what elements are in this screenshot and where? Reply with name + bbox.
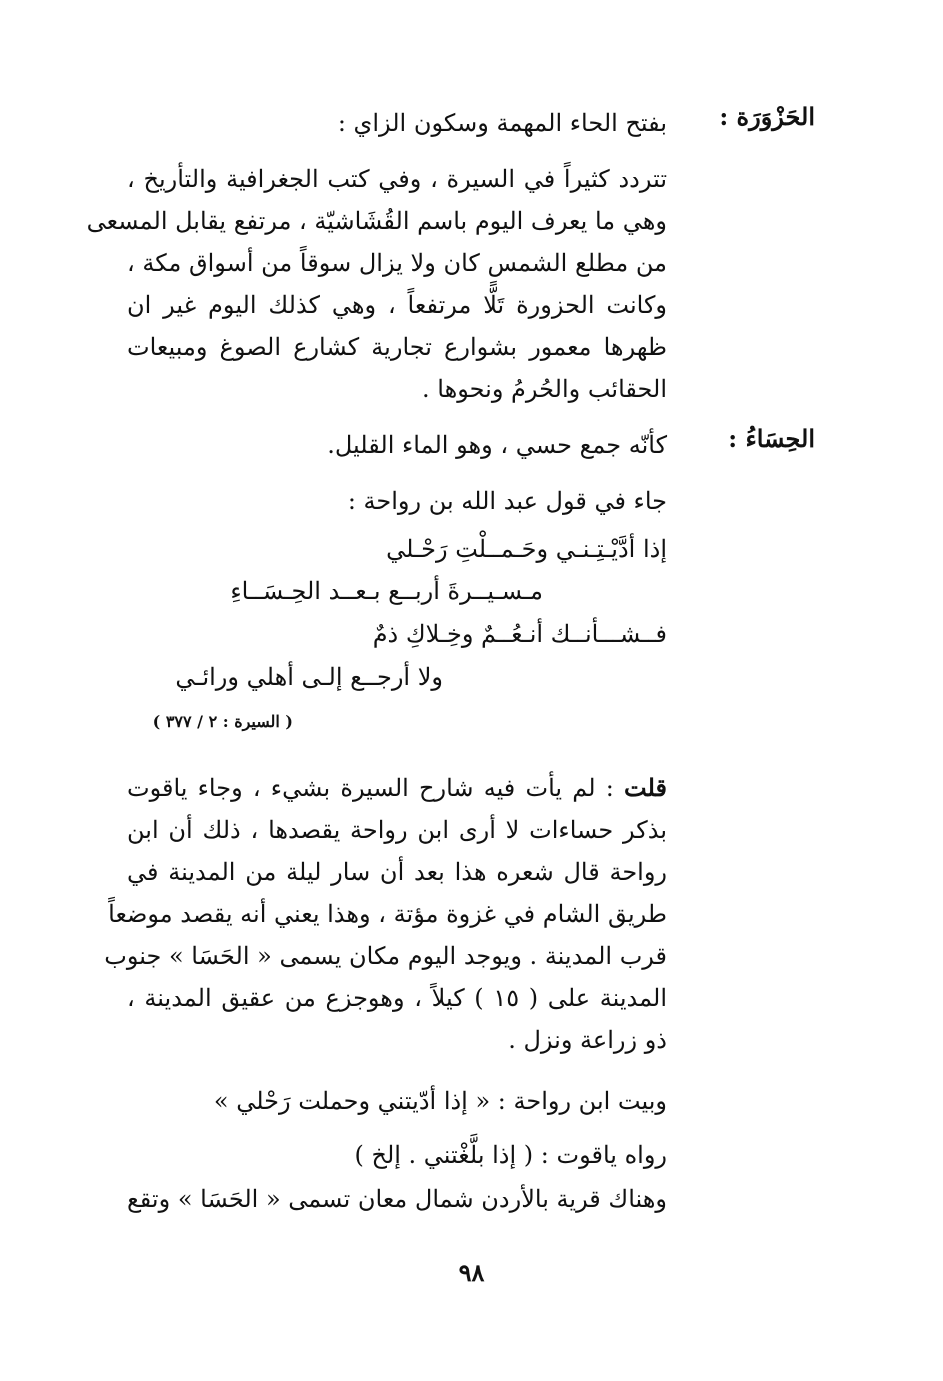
paragraph-line: وكانت الحزورة تَلًّا مرتفعاً ، وهي كذلك اليوم غير ان: [127, 291, 667, 319]
entry-hisa-intro: [127, 480, 667, 522]
entry-hisa-body: [127, 424, 667, 466]
verse-line-4: ولا أرجــع إلـى أهلي ورائـي: [175, 663, 443, 691]
closing-line-1-wrap: [127, 1080, 667, 1122]
paragraph-line: قرب المدينة . ويوجد اليوم مكان يسمى « الحَسَا » جنوب: [104, 942, 667, 970]
closing-line-1: وبيت ابن رواحة : « إذا أدّيتني وحملت رَحْلي »: [213, 1087, 667, 1115]
page-number: ٩٨: [458, 1258, 485, 1287]
closing-line-3: وهناك قرية بالأردن شمال معان تسمى « الحَسَا » وتقع: [127, 1185, 667, 1213]
verse-citation: ( السيرة : ٢ / ٣٧٧ ): [152, 712, 293, 731]
closing-line-2-wrap: [127, 1134, 667, 1176]
paragraph-line: من مطلع الشمس كان ولا يزال سوقاً من أسواق مكة ،: [127, 249, 667, 277]
entry-term-hisa: الحِسَاءُ :: [728, 424, 815, 453]
entry-term-hazwarah: الحَزْوَرَة :: [719, 102, 815, 131]
verse-line-3: فــشـــأنــك أنـعُــمٌ وخِـلاكِ ذمٌ: [372, 620, 667, 648]
entry-hazwarah-first-line: بفتح الحاء المهمة وسكون الزاي :: [337, 109, 667, 137]
paragraph-line: طريق الشام في غزوة مؤتة ، وهذا يعني أنه يقصد موضعاً: [108, 900, 667, 928]
commentary-label: قلت: [624, 773, 667, 802]
commentary-paragraph: [104, 767, 668, 1061]
verse-intro: جاء في قول عبد الله بن رواحة :: [347, 487, 667, 515]
commentary-first-line: [127, 767, 667, 809]
paragraph-line: الحقائب والحُرمُ ونحوها .: [422, 375, 667, 403]
entry-hazwarah-paragraph: [86, 158, 667, 410]
paragraph-line: المدينة على ( ١٥ ) كيلاً ، وهوجزع من عقيق المدينة ،: [127, 984, 667, 1012]
commentary-first-line-text: : لم يأت فيه شارح السيرة بشيء ، وجاء ياقوت: [127, 774, 614, 802]
paragraph-line: ذو زراعة ونزل .: [508, 1026, 667, 1054]
paragraph-line: وهي ما يعرف اليوم باسم القُشَاشيّة ، مرتفع يقابل المسعى: [86, 207, 667, 235]
paragraph-line: بذكر حساءات لا أرى ابن رواحة يقصدها ، ذلك أن ابن: [127, 816, 667, 844]
verse-line-2: مـسـيــرةَ أربــع بـعــد الحِـسَــاءِ: [230, 577, 543, 605]
verse-line-1: إذا أدَّيْـتِـنـي وحَـمــلْتِ رَحْـلي: [386, 535, 667, 563]
closing-line-3-wrap: [127, 1178, 667, 1220]
paragraph-line: رواحة قال شعره هذا بعد أن سار ليلة من المدينة في: [127, 858, 668, 886]
closing-line-2: رواه ياقوت : ( إذا بلَّغْتني . إلخ ): [354, 1141, 667, 1169]
entry-hazwarah-body: [127, 102, 667, 144]
entry-hisa-first-line: كأنّه جمع حسي ، وهو الماء القليل.: [327, 431, 667, 459]
paragraph-line: ظهرها معمور بشوارع تجارية كشارع الصوغ ومبيعات: [127, 333, 667, 361]
paragraph-line: تتردد كثيراً في السيرة ، وفي كتب الجغرافية والتأريخ ،: [127, 165, 667, 193]
